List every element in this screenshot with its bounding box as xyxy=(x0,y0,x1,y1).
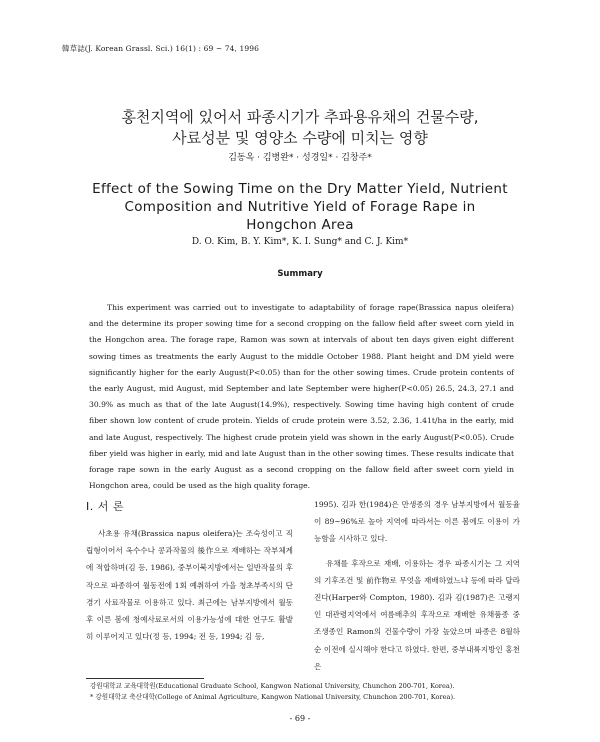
korean-title-line-2: 사료성분 및 영양소 수량에 미치는 영향 xyxy=(172,129,428,147)
intro-paragraph-2: 유채를 후작으로 재배, 이용하는 경우 파종시기는 그 지역의 기후조건 및 前作物로 무엇을 재배하였느냐 등에 따라 달라진다(Harper와 Compton, 1980). 김과 김(1987)은 고랭지인 대관령지역에서 여름배추의 후작으로 재배한 유채품종 중 조생종인 Ramon의 건물수량이 가장 높았으며 파종은 8월하순 이전에 실시해야 한다고 하였다. 한편, 중부내륙지방인 홍천은 xyxy=(314,558,520,671)
korean-title-line-1: 홍천지역에 있어서 파종시기가 추파용유채의 건물수량, xyxy=(121,108,479,126)
summary-heading: Summary xyxy=(277,269,323,279)
english-title-line-2: Composition and Nutritive Yield of Forage Rape in xyxy=(124,199,476,215)
page-number: - 69 - xyxy=(289,714,311,723)
korean-authors: 김동옥 · 김병완* · 성경일* · 김창주* xyxy=(228,153,372,163)
english-title-line-3: Hongchon Area xyxy=(246,217,354,233)
summary-paragraph: This experiment was carried out to investigate to adaptability of forage rape(Brassica napus oleifera) and the determine its proper sowing time for a second cropping on the fallow field after sweet corn yield in the Hongchon area. The forage rape, Ramon was sown at intervals of about ten days given eight different sowing times as treatments the early August to the middle October 1988. Plant height and DM yield were significantly higher for the early August(P<0.05) than for the other sowing times. Crude protein contents of the early August, mid August, mid September and late September were higher(P<0.05) 26.5, 24.3, 27.1 and 30.9% as much as that of the late August(14.9%), respectively. Sowing time having high content of crude fiber shown low content of crude protein. Yields of crude protein were 3.52, 2.36, 1.41t/ha in the early, mid and late August, respectively. The highest crude protein yield was shown in the early August(P<0.05). Crude fiber yield was higher in early, mid and late August than in the other sowing times. These results indicate that forage rape sown in the early August as a second cropping on the fallow field after sweet corn yield in Hongchon area, could be used as the high quality forage. xyxy=(89,303,514,491)
intro-paragraph-continued: 1995). 김과 한(1984)은 만생종의 경우 남부지방에서 월동율이 89~96%로 높아 지역에 따라서는 이른 봄에도 이용이 가능함을 시사하고 있다. xyxy=(314,500,520,544)
left-column xyxy=(86,525,293,645)
summary-section xyxy=(89,300,514,494)
right-column xyxy=(314,496,520,675)
intro-paragraph-1: 사초용 유채(Brassica napus oleifera)는 조숙성이고 직립형이어서 옥수수나 콩과작물의 後作으로 재배하는 작부체계에 적합하며(김 등, 1986), 중부이북지방에서는 일반작물의 후작으로 파종하여 월동전에 1회 예취하여 가을 청초부족시의 단경기 사료작물로 이용하고 있다. 최근에는 남부지방에서 월동후 이른 봄에 청예사료로서의 이용가능성에 대한 연구도 활발히 이루어지고 있다(정 등, 1994; 전 등, 1994; 김 등, xyxy=(86,529,293,642)
section-heading-introduction: I. 서 론 xyxy=(86,500,124,513)
english-authors: D. O. Kim, B. Y. Kim*, K. I. Sung* and C. J. Kim* xyxy=(191,237,409,247)
footnote-divider xyxy=(86,678,204,679)
footnote-affiliation-2: * 강원대학교 축산대학(College of Animal Agriculture, Kangwon National University, Chunchon 200-701, Korea). xyxy=(90,693,456,701)
english-title-line-1: Effect of the Sowing Time on the Dry Matter Yield, Nutrient xyxy=(92,181,508,197)
footnote-affiliation-1: 강원대학교 교육대학원(Educational Graduate School, Kangwon National University, Chunchon 200-701, Korea). xyxy=(90,682,455,690)
journal-citation: 韓草誌(J. Korean Grassl. Sci.) 16(1) : 69 ~ 74, 1996 xyxy=(62,44,259,53)
